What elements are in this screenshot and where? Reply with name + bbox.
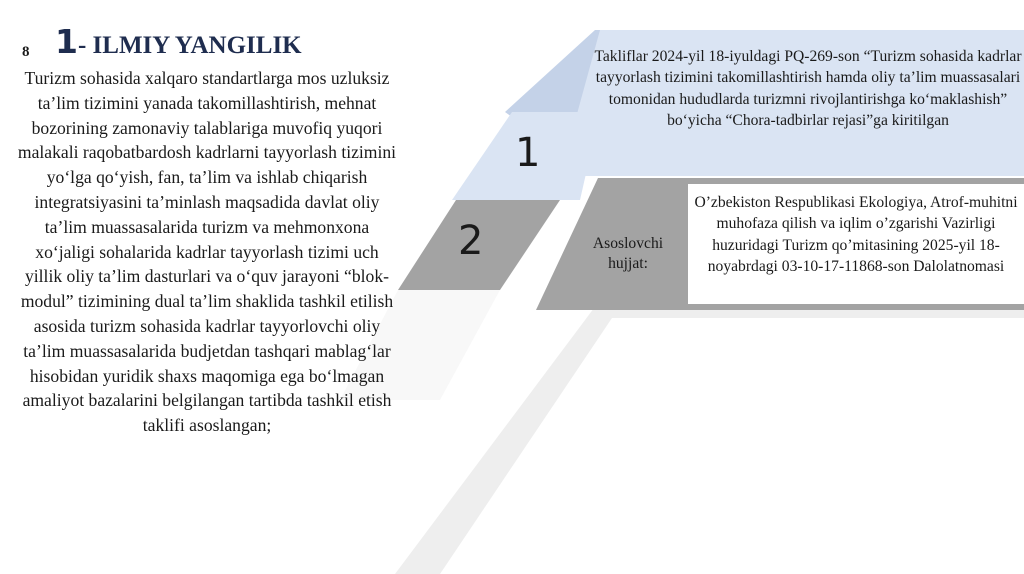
- step2-number: 2: [458, 218, 484, 264]
- title-number: 1: [55, 22, 78, 61]
- main-paragraph: Turizm sohasida xalqaro standartlarga mos uzluksiz ta’lim tizimini yanada takomillashtirish, mehnat bozorining zamonaviy talablariga muvofiq yuqori malakali raqobatbardosh kadrlarni tayyorlash tizimini yo‘lga qo‘yish, fan, ta’lim va ishlab chiqarish integratsiyasini ta’minlash maqsadida davlat oliy ta’lim muassasalarida turizm va mehmonxona xo‘jaligi sohalarida kadrlar tayyorlash tizimi uch yillik oliy ta’lim dasturlari va o‘quv jarayoni “blok-modul” tizimining dual ta’lim shaklida tashkil etilish asosida turizm sohasida kadrlar tayyorlovchi oliy ta’lim muassasalarida budjetdan tashqari mablag‘lar hisobidan yuridik shaxs maqomiga ega bo‘lmagan amaliyot bazalarini belgilangan tartibda tashkil etish taklifi asoslangan;: [17, 68, 397, 436]
- slide-title: [55, 22, 302, 61]
- step-shadow-band: [395, 300, 1024, 574]
- slide-number: 8: [22, 44, 30, 60]
- step1-number: 1: [515, 130, 541, 176]
- step1-description: Takliflar 2024-yil 18-iyuldagi PQ-269-son “Turizm sohasida kadrlar tayyorlash tizimini takomillashtirish hamda oliy ta’lim muassasalari tomonidan hududlarda turizmni rivojlantirishga ko‘maklashish” bo‘yicha “Chora-tadbirlar rejasi”ga kiritilgan: [594, 48, 1022, 130]
- step2-label: Asoslovchi hujjat:: [592, 235, 664, 272]
- title-text: - ILMIY YANGILIK: [77, 32, 302, 59]
- step2-description: O’zbekiston Respublikasi Ekologiya, Atrof-muhitni muhofaza qilish va iqlim o’zgarishi Vazirligi huzuridagi Turizm qo’mitasining 2025-yil 18-noyabrdagi 03-10-17-11868-son Dalolatnomasi: [694, 194, 1018, 276]
